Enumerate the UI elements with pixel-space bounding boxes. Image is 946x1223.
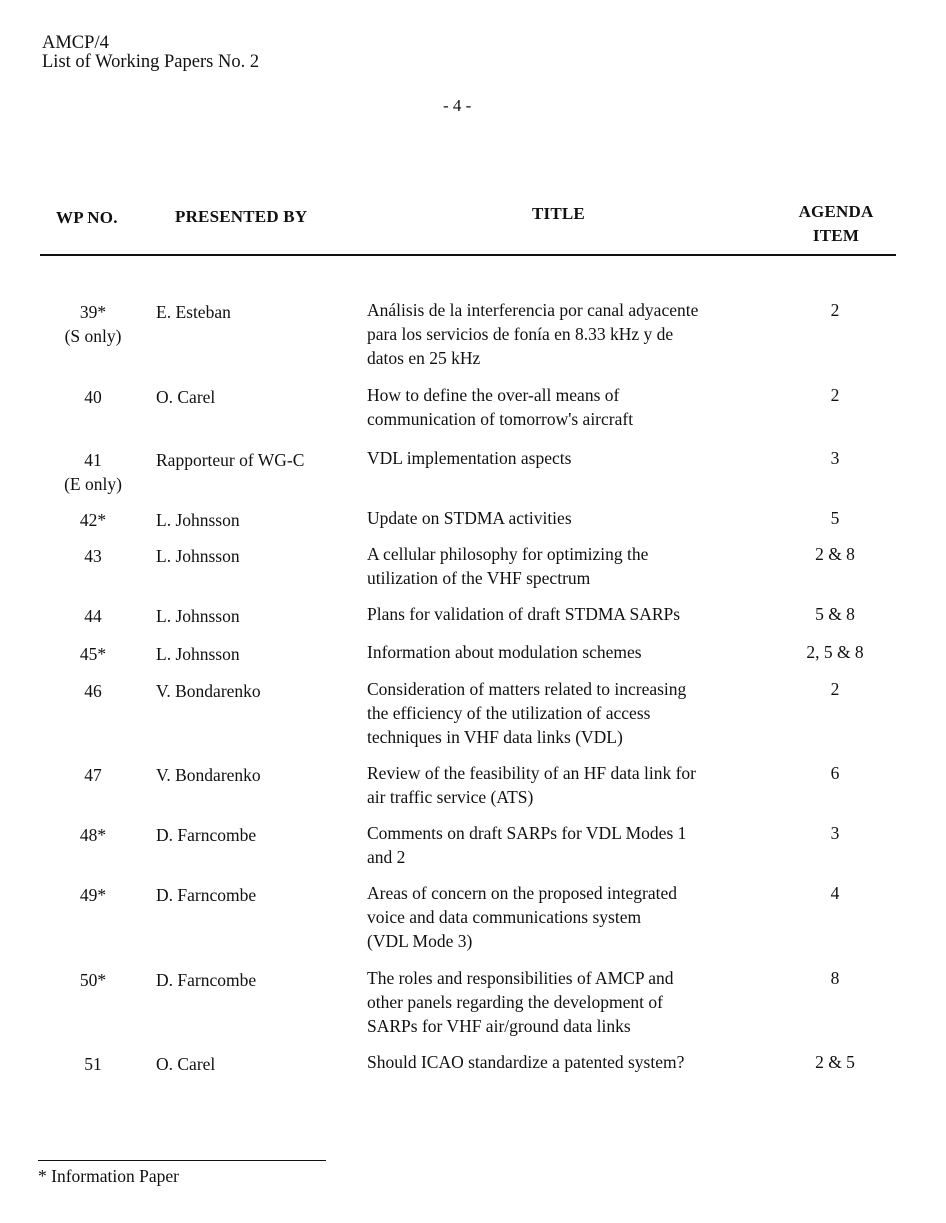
presented-by-cell: D. Farncombe (156, 825, 257, 845)
language-note: (S only) (64, 326, 122, 346)
wp-number-cell (48, 823, 138, 847)
title-line: Update on STDMA activities (367, 508, 572, 528)
title-cell (367, 383, 767, 431)
title-line: voice and data communications system (367, 907, 642, 927)
title-line: The roles and responsibilities of AMCP and (367, 968, 674, 988)
wp-number: 47 (84, 765, 102, 785)
agenda-item-cell: 5 (830, 508, 840, 528)
column-header-title: TITLE (532, 204, 585, 223)
agenda-item-cell: 2 & 5 (815, 1052, 855, 1072)
presented-by-cell: L. Johnsson (156, 606, 240, 626)
presented-by-cell: V. Bondarenko (156, 681, 261, 701)
title-line: Areas of concern on the proposed integrated (367, 883, 678, 903)
title-cell (367, 506, 767, 530)
agenda-item-cell: 2 (830, 300, 840, 320)
wp-number-cell (48, 1052, 138, 1076)
agenda-item-cell: 4 (830, 883, 840, 903)
title-line: other panels regarding the development of (367, 992, 663, 1012)
presented-by-cell: V. Bondarenko (156, 765, 261, 785)
title-line: How to define the over-all means of (367, 385, 620, 405)
wp-number: 39* (79, 302, 107, 322)
title-cell (367, 821, 767, 869)
title-line: para los servicios de fonía en 8.33 kHz y de (367, 324, 674, 344)
title-line: communication of tomorrow's aircraft (367, 409, 634, 429)
column-header-presented-by: PRESENTED BY (175, 207, 308, 226)
title-line: VDL implementation aspects (367, 448, 572, 468)
title-line: and 2 (367, 847, 406, 867)
header-rule (40, 254, 896, 256)
wp-number: 50* (79, 970, 107, 990)
wp-number: 42* (79, 510, 107, 530)
title-line: Plans for validation of draft STDMA SARPs (367, 604, 681, 624)
column-header-wp-no: WP NO. (56, 208, 118, 227)
column-header-agenda-item (790, 200, 882, 248)
footnote-rule (38, 1160, 326, 1161)
title-line: the efficiency of the utilization of access (367, 703, 651, 723)
title-line: techniques in VHF data links (VDL) (367, 727, 623, 747)
title-cell (367, 602, 767, 626)
agenda-item-cell: 6 (830, 763, 840, 783)
title-line: datos en 25 kHz (367, 348, 481, 368)
title-cell (367, 761, 767, 809)
wp-number-cell (48, 968, 138, 992)
wp-number: 46 (84, 681, 102, 701)
title-line: Comments on draft SARPs for VDL Modes 1 (367, 823, 687, 843)
title-line: Should ICAO standardize a patented system? (367, 1052, 685, 1072)
wp-number-cell (48, 883, 138, 907)
wp-number-cell (48, 642, 138, 666)
wp-number-cell (48, 763, 138, 787)
wp-number-cell (48, 544, 138, 568)
wp-number-cell (48, 448, 138, 496)
wp-number: 43 (84, 546, 102, 566)
agenda-item-cell: 5 & 8 (815, 604, 855, 624)
wp-number-cell (48, 385, 138, 409)
title-line: (VDL Mode 3) (367, 931, 473, 951)
title-cell (367, 677, 767, 749)
wp-number: 45* (79, 644, 107, 664)
title-cell (367, 881, 767, 953)
wp-number: 48* (79, 825, 107, 845)
agenda-header-line1: AGENDA (798, 202, 874, 221)
presented-by-cell: L. Johnsson (156, 546, 240, 566)
agenda-item-cell: 3 (830, 448, 840, 468)
presented-by-cell: D. Farncombe (156, 885, 257, 905)
wp-number-cell (48, 679, 138, 703)
wp-number: 41 (84, 450, 102, 470)
title-line: Review of the feasibility of an HF data link for (367, 763, 697, 783)
agenda-item-cell: 8 (830, 968, 840, 988)
agenda-header-line2: ITEM (812, 226, 860, 245)
title-cell (367, 542, 767, 590)
agenda-item-cell: 3 (830, 823, 840, 843)
presented-by-cell: L. Johnsson (156, 644, 240, 664)
title-cell (367, 966, 767, 1038)
wp-number: 44 (84, 606, 102, 626)
presented-by-cell: E. Esteban (156, 302, 231, 322)
title-line: utilization of the VHF spectrum (367, 568, 591, 588)
document-code: AMCP/4 (42, 33, 109, 53)
agenda-item-cell: 2 (830, 679, 840, 699)
presented-by-cell: D. Farncombe (156, 970, 257, 990)
title-line: Consideration of matters related to increasing (367, 679, 687, 699)
agenda-item-cell: 2 (830, 385, 840, 405)
title-cell (367, 298, 767, 370)
wp-number-cell (48, 604, 138, 628)
agenda-item-cell: 2 & 8 (815, 544, 855, 564)
title-line: Information about modulation schemes (367, 642, 642, 662)
footnote: * Information Paper (38, 1166, 179, 1186)
wp-number: 49* (79, 885, 107, 905)
title-cell (367, 446, 767, 470)
title-line: SARPs for VHF air/ground data links (367, 1016, 631, 1036)
document-subtitle: List of Working Papers No. 2 (42, 52, 260, 72)
title-line: Análisis de la interferencia por canal adyacente (367, 300, 699, 320)
wp-number: 51 (84, 1054, 102, 1074)
title-cell (367, 640, 767, 664)
title-line: air traffic service (ATS) (367, 787, 534, 807)
title-line: A cellular philosophy for optimizing the (367, 544, 649, 564)
page-number: - 4 - (443, 96, 472, 115)
agenda-item-cell: 2, 5 & 8 (806, 642, 864, 662)
wp-number-cell (48, 508, 138, 532)
presented-by-cell: Rapporteur of WG-C (156, 450, 305, 470)
title-cell (367, 1050, 767, 1074)
wp-number: 40 (84, 387, 102, 407)
presented-by-cell: O. Carel (156, 1054, 216, 1074)
wp-number-cell (48, 300, 138, 348)
presented-by-cell: L. Johnsson (156, 510, 240, 530)
presented-by-cell: O. Carel (156, 387, 216, 407)
language-note: (E only) (64, 474, 122, 494)
